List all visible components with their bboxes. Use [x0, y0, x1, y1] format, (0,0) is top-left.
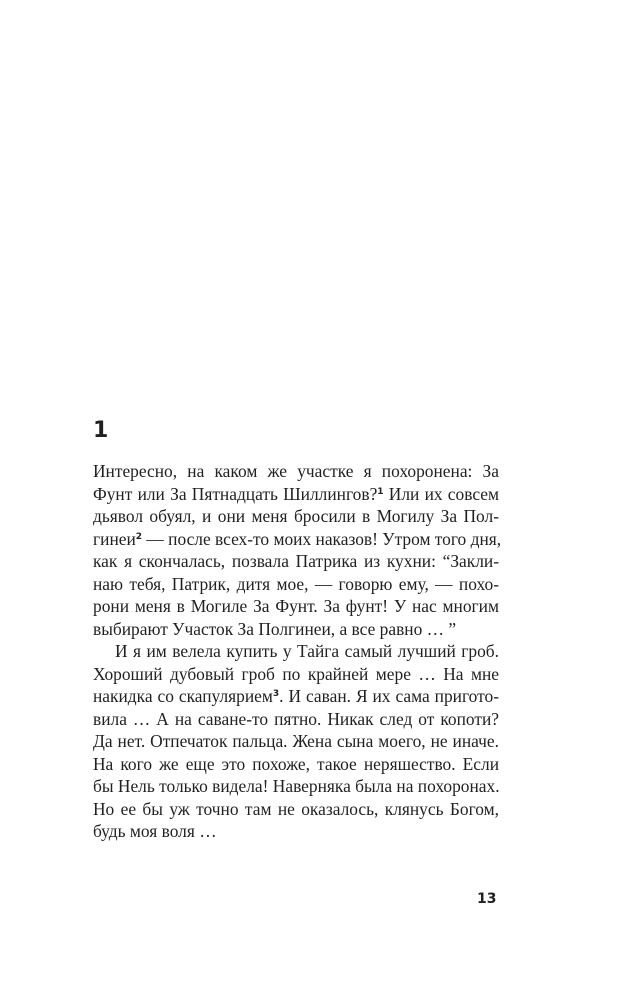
text-segment: накидка со скапулярием	[93, 686, 273, 706]
text-line: Но ее бы уж точно там не оказалось, клянусь Богом,	[93, 798, 499, 819]
text-line	[93, 483, 499, 506]
text-line: выбирают Участок За Полгинеи, а все равно … ”	[93, 618, 457, 639]
paragraph-2	[93, 640, 499, 843]
text-line: И я им велела купить у Тайга самый лучший гроб.	[115, 641, 499, 661]
text-line: будь моя воля …	[93, 821, 217, 841]
chapter-number: 1	[93, 418, 109, 443]
text-segment: гинеи	[93, 528, 136, 549]
text-line: дьявол обуял, и они меня бросили в Могилу За Пол-	[93, 506, 499, 526]
text-line: Да нет. Отпечаток пальца. Жена сына моего, не иначе.	[93, 731, 499, 751]
text-line: вила … А на саване-то пятно. Никак след от копоти?	[93, 708, 499, 729]
text-line: рони меня в Могиле За Фунт. За фунт! У нас многим	[93, 596, 499, 616]
footnote-ref[interactable]: 2	[135, 531, 143, 542]
text-line	[93, 528, 502, 551]
page-number: 13	[477, 891, 497, 907]
text-line: как я скончалась, позвала Патрика из кухни: “Закли-	[93, 551, 499, 571]
footnote-ref[interactable]: 1	[377, 486, 384, 497]
text-segment: . И саван. Я их сама пригото-	[279, 686, 500, 706]
text-line: наю тебя, Патрик, дитя мое, — говорю ему, — похо-	[93, 573, 499, 594]
body-text	[93, 460, 502, 843]
footnote-ref[interactable]: 3	[272, 689, 280, 699]
text-line: На кого же еще это похоже, такое неряшество. Если	[93, 753, 499, 774]
paragraph-1	[93, 460, 502, 640]
text-segment: Или их совсем	[383, 483, 499, 504]
text-segment: Фунт или За Пятнадцать Шиллингов?	[93, 483, 378, 504]
text-line: Интересно, на каком же участке я похоронена: За	[93, 461, 499, 481]
text-line	[93, 685, 499, 708]
text-line: бы Нель только видела! Наверняка была на похоронах.	[93, 776, 500, 796]
text-segment: — после всех-то моих наказов! Утром того дня,	[142, 528, 502, 549]
text-line: Хороший дубовый гроб по крайней мере … На мне	[93, 663, 499, 684]
